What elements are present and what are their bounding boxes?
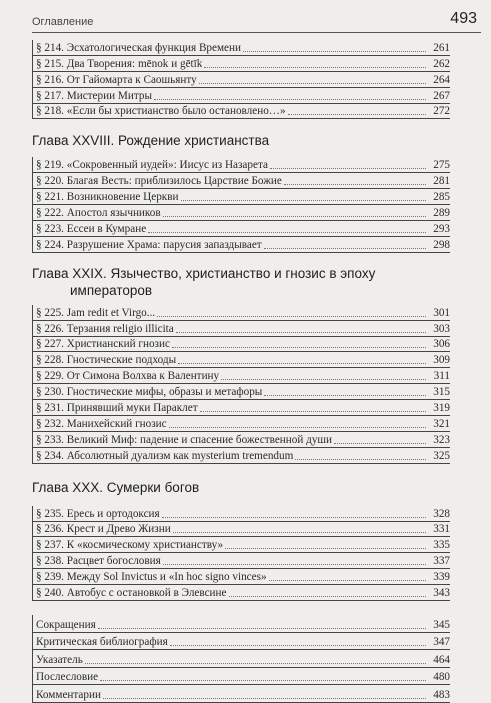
toc-entry-page: 315: [433, 386, 450, 399]
toc-entry-title: § 233. Великий Миф: падение и спасение божественной души: [36, 433, 333, 446]
toc-entry-page: 298: [433, 238, 450, 251]
toc-entry-page: 262: [433, 57, 450, 70]
toc-entry[interactable]: [33, 189, 450, 205]
toc-entry-page: 335: [433, 539, 450, 552]
toc-entry-title: § 226. Терзания religio illicita: [36, 322, 174, 335]
toc-entry-title: § 215. Два Творения: mēnok и gētīk: [36, 57, 203, 70]
toc-entry-title: Послесловие: [36, 671, 99, 684]
toc-entry-page: 325: [433, 449, 450, 462]
chapter-heading-28: Глава XXVIII. Рождение христианства: [32, 133, 270, 149]
toc-entry[interactable]: [33, 432, 450, 448]
toc-entry[interactable]: [33, 221, 450, 237]
toc-entry[interactable]: [33, 368, 450, 384]
toc-entry[interactable]: [33, 321, 450, 337]
toc-entry[interactable]: [33, 157, 450, 173]
toc-entry-page: 267: [433, 89, 450, 102]
dot-leader: [264, 395, 426, 396]
running-title: Оглавление: [32, 16, 94, 28]
toc-entry[interactable]: [33, 448, 450, 464]
dot-leader: [284, 184, 426, 185]
toc-list-ch30: [32, 506, 450, 601]
toc-entry-title: § 235. Ересь и ортодоксия: [36, 507, 160, 520]
dot-leader: [169, 427, 426, 428]
dot-leader: [157, 316, 426, 317]
toc-entry-title: § 224. Разрушение Храма: парусия запаздывает: [36, 238, 262, 251]
chapter-heading-29-line2: императоров: [70, 282, 153, 298]
toc-entry-title: § 223. Ессеи в Кумране: [36, 222, 147, 235]
toc-entry-page: 483: [433, 688, 450, 701]
toc-entry[interactable]: [33, 537, 450, 553]
toc-entry-page: 347: [433, 636, 450, 649]
toc-entry-title: § 218. «Если бы христианство было остановлено…»: [36, 105, 286, 118]
chapter-heading-29: [32, 265, 450, 299]
dot-leader: [163, 564, 426, 565]
toc-entry[interactable]: [33, 416, 450, 432]
dot-leader: [162, 517, 426, 518]
dot-leader: [173, 532, 426, 533]
toc-entry-page: 339: [433, 571, 450, 584]
toc-entry-page: 309: [433, 354, 450, 367]
toc-entry-title: § 239. Между Sol Invictus и «In hoc signo vinces»: [36, 571, 267, 584]
toc-entry-title: Указатель: [36, 653, 83, 666]
chapter-heading-29-line1: Глава XXIX. Язычество, христианство и гнозис в эпоху: [32, 265, 376, 281]
toc-entry[interactable]: [33, 72, 450, 88]
toc-entry[interactable]: [33, 569, 450, 585]
toc-list-ch27: [32, 40, 450, 119]
toc-entry-page: 285: [433, 191, 450, 204]
toc-entry-title: § 219. «Сокровенный иудей»: Иисус из Назарета: [36, 159, 268, 172]
toc-entry[interactable]: [33, 506, 450, 522]
toc-entry-title: § 240. Автобус с остановкой в Элевсине: [36, 587, 227, 600]
toc-entry[interactable]: [33, 668, 450, 686]
toc-entry[interactable]: [33, 88, 450, 104]
toc-entry-page: 321: [433, 417, 450, 430]
toc-entry-page: 303: [433, 322, 450, 335]
toc-entry-page: 272: [433, 105, 450, 118]
dot-leader: [176, 332, 426, 333]
dot-leader: [103, 698, 426, 699]
dot-leader: [154, 99, 426, 100]
dot-leader: [178, 363, 426, 364]
toc-entry[interactable]: [33, 615, 450, 633]
toc-entry-title: § 232. Манихейский гнозис: [36, 417, 167, 430]
toc-entry[interactable]: [33, 585, 450, 601]
toc-list-ch28: [32, 157, 450, 252]
toc-entry[interactable]: [33, 104, 450, 120]
toc-entry-page: 293: [433, 222, 450, 235]
toc-entry-page: 464: [433, 653, 450, 666]
dot-leader: [170, 645, 426, 646]
toc-entry-title: § 238. Расцвет богословия: [36, 555, 161, 568]
chapter-heading-30: Глава XXX. Сумерки богов: [32, 479, 200, 495]
dot-leader: [148, 232, 426, 233]
toc-entry-page: 343: [433, 587, 450, 600]
dot-leader: [334, 443, 426, 444]
toc-entry-title: § 229. От Симона Волхва к Валентину: [36, 370, 220, 383]
toc-entry-page: 289: [433, 207, 450, 220]
toc-entry-title: § 231. Принявший муки Параклет: [36, 402, 198, 415]
toc-entry-title: § 225. Jam redit et Virgo...: [36, 306, 156, 319]
toc-entry-title: § 217. Мистерии Митры: [36, 89, 152, 102]
dot-leader: [264, 248, 426, 249]
toc-entry-title: § 214. Эсхатологическая функция Времени: [36, 41, 241, 54]
toc-entry-page: 264: [433, 73, 450, 86]
toc-entry[interactable]: [33, 205, 450, 221]
toc-entry-page: 323: [433, 433, 450, 446]
dot-leader: [225, 548, 426, 549]
dot-leader: [172, 347, 426, 348]
dot-leader: [181, 200, 427, 201]
dot-leader: [163, 216, 426, 217]
dot-leader: [199, 83, 426, 84]
toc-entry-page: 281: [433, 175, 450, 188]
toc-list-ch29: [32, 305, 450, 464]
toc-entry-title: Критическая библиография: [36, 636, 168, 649]
toc: [32, 40, 450, 703]
toc-entry-page: 319: [433, 402, 450, 415]
running-header: [32, 10, 481, 33]
dot-leader: [229, 596, 427, 597]
toc-entry-title: § 230. Гностические мифы, образы и метафоры: [36, 386, 263, 399]
toc-entry[interactable]: [33, 337, 450, 353]
page-number: 493: [450, 10, 477, 27]
toc-entry-page: 480: [433, 671, 450, 684]
toc-entry-page: 275: [433, 159, 450, 172]
toc-entry-title: Сокращения: [36, 618, 96, 631]
toc-entry[interactable]: [33, 305, 450, 321]
dot-leader: [221, 379, 426, 380]
dot-leader: [269, 580, 426, 581]
toc-entry-title: § 237. К «космическому христианству»: [36, 539, 224, 552]
toc-entry-page: 328: [433, 507, 450, 520]
toc-entry-page: 306: [433, 338, 450, 351]
toc-entry-title: § 220. Благая Весть: приблизилось Царствие Божие: [36, 175, 282, 188]
toc-entry[interactable]: [33, 237, 450, 253]
toc-entry[interactable]: [33, 553, 450, 569]
dot-leader: [85, 663, 426, 664]
dot-leader: [295, 459, 426, 460]
dot-leader: [200, 411, 426, 412]
toc-entry-title: § 227. Христианский гнозис: [36, 338, 170, 351]
dot-leader: [243, 51, 426, 52]
dot-leader: [270, 168, 426, 169]
toc-entry[interactable]: [33, 400, 450, 416]
dot-leader: [100, 680, 426, 681]
toc-entry[interactable]: [33, 384, 450, 400]
dot-leader: [98, 628, 426, 629]
toc-entry[interactable]: [33, 633, 450, 651]
toc-entry[interactable]: [33, 173, 450, 189]
toc-entry-title: § 236. Крест и Древо Жизни: [36, 523, 171, 536]
toc-entry-title: § 234. Абсолютный дуализм как mysterium tremendum: [36, 449, 294, 462]
toc-entry[interactable]: [33, 40, 450, 56]
toc-entry[interactable]: [33, 352, 450, 368]
toc-entry-title: § 221. Возникновение Церкви: [36, 191, 179, 204]
toc-entry[interactable]: [33, 56, 450, 72]
toc-entry-title: § 216. От Гайомарта к Саошьянту: [36, 73, 197, 86]
toc-entry-page: 345: [433, 618, 450, 631]
dot-leader: [288, 114, 426, 115]
toc-entry-title: § 228. Гностические подходы: [36, 354, 177, 367]
toc-entry[interactable]: [33, 522, 450, 538]
dot-leader: [204, 67, 426, 68]
toc-entry[interactable]: [33, 650, 450, 668]
toc-entry-title: Комментарии: [36, 688, 101, 701]
toc-entry-page: 301: [433, 306, 450, 319]
toc-list-back-matter: [32, 615, 450, 703]
toc-entry-page: 311: [433, 370, 450, 383]
toc-entry-title: § 222. Апостол язычников: [36, 207, 161, 220]
toc-entry-page: 261: [433, 41, 450, 54]
toc-entry-page: 337: [433, 555, 450, 568]
toc-entry-page: 331: [433, 523, 450, 536]
